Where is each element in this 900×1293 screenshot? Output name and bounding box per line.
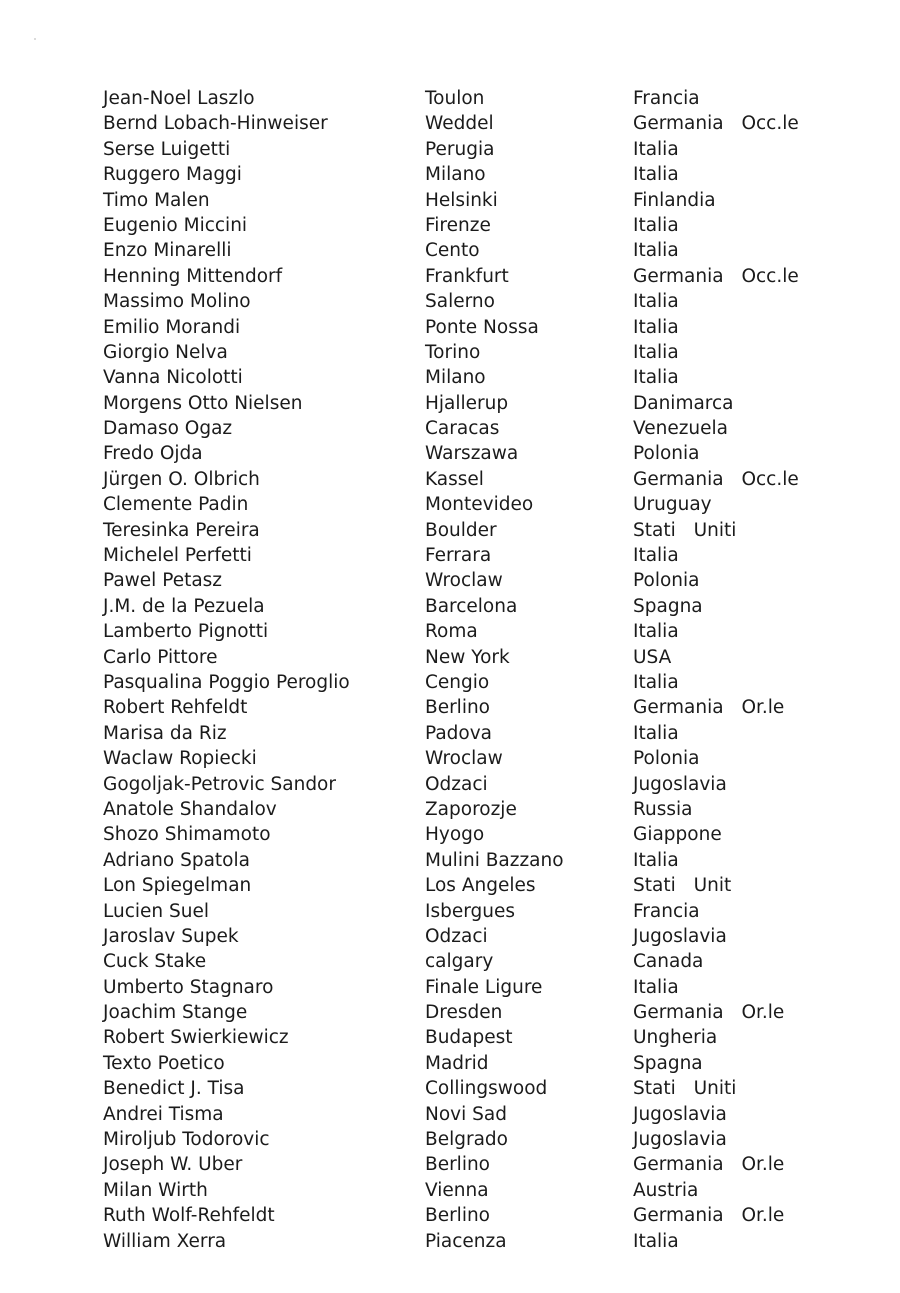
participant-city: Madrid (425, 1052, 489, 1074)
participant-name: Benedict J. Tisa (103, 1078, 245, 1100)
list-item (0, 1102, 900, 1127)
list-item (0, 340, 900, 365)
participant-name: Morgens Otto Nielsen (103, 392, 303, 414)
participant-city: Roma (425, 621, 478, 643)
participant-name: Shozo Shimamoto (103, 824, 271, 846)
participant-city: Hjallerup (425, 392, 509, 414)
list-item (0, 695, 900, 720)
list-item (0, 1025, 900, 1050)
list-item (0, 645, 900, 670)
list-item (0, 1203, 900, 1228)
participant-city: Zaporozje (425, 798, 517, 820)
participant-country: Italia (633, 849, 679, 871)
participant-city: calgary (425, 951, 494, 973)
participant-city: Ponte Nossa (425, 316, 539, 338)
participant-name: Gogoljak-Petrovic Sandor (103, 773, 336, 795)
participant-name: Carlo Pittore (103, 646, 218, 668)
participant-city: Collingswood (425, 1078, 548, 1100)
participant-country: Germania Or.le (633, 1205, 785, 1227)
participant-country: Germania Or.le (633, 1002, 785, 1024)
participant-name: Emilio Morandi (103, 316, 241, 338)
participant-city: Wroclaw (425, 748, 503, 770)
list-item (0, 1127, 900, 1152)
participant-name: Serse Luigetti (103, 138, 231, 160)
participant-country: Austria (633, 1179, 699, 1201)
participant-city: Dresden (425, 1002, 503, 1024)
list-item (0, 1076, 900, 1101)
participant-country: USA (633, 646, 672, 668)
participant-country: Italia (633, 164, 679, 186)
participant-name: Joachim Stange (103, 1002, 248, 1024)
list-item (0, 543, 900, 568)
list-item (0, 949, 900, 974)
participant-city: Barcelona (425, 595, 518, 617)
participant-city: Odzaci (425, 925, 488, 947)
participant-name: Lon Spiegelman (103, 875, 252, 897)
list-item (0, 568, 900, 593)
participant-country: Germania Occ.le (633, 468, 799, 490)
participant-name: Massimo Molino (103, 291, 251, 313)
participant-city: Wroclaw (425, 570, 503, 592)
list-item (0, 188, 900, 213)
participant-name: William Xerra (103, 1230, 227, 1252)
participant-name: Adriano Spatola (103, 849, 250, 871)
participant-name: Enzo Minarelli (103, 240, 232, 262)
participant-country: Italia (633, 671, 679, 693)
participant-country: Ungheria (633, 1027, 718, 1049)
participant-city: Firenze (425, 214, 491, 236)
participant-name: Giorgio Nelva (103, 341, 228, 363)
list-item (0, 594, 900, 619)
list-item (0, 264, 900, 289)
participant-country: Germania Or.le (633, 1154, 785, 1176)
participant-name: Timo Malen (103, 189, 210, 211)
participant-name: Clemente Padin (103, 494, 249, 516)
participant-name: Marisa da Riz (103, 722, 227, 744)
participant-list (0, 86, 900, 1254)
participant-name: Jaroslav Supek (103, 925, 239, 947)
participant-city: Toulon (425, 88, 485, 109)
participant-name: Lucien Suel (103, 900, 209, 922)
participant-name: Michelel Perfetti (103, 545, 252, 567)
participant-name: Henning Mittendorf (103, 265, 283, 287)
participant-city: Milano (425, 164, 486, 186)
participant-name: Fredo Ojda (103, 443, 203, 465)
list-item (0, 238, 900, 263)
participant-city: Piacenza (425, 1230, 507, 1252)
participant-country: Spagna (633, 1052, 703, 1074)
participant-country: Uruguay (633, 494, 712, 516)
list-item (0, 822, 900, 847)
participant-country: Germania Occ.le (633, 265, 799, 287)
participant-city: Weddel (425, 113, 494, 135)
participant-country: Italia (633, 367, 679, 389)
participant-country: Polonia (633, 570, 700, 592)
list-item (0, 441, 900, 466)
participant-country: Francia (633, 900, 700, 922)
participant-name: Bernd Lobach-Hinweiser (103, 113, 328, 135)
participant-country: Giappone (633, 824, 722, 846)
participant-name: Cuck Stake (103, 951, 207, 973)
participant-country: Italia (633, 138, 679, 160)
participant-name: Waclaw Ropiecki (103, 748, 257, 770)
participant-city: Boulder (425, 519, 497, 541)
list-item (0, 899, 900, 924)
participant-country: Italia (633, 621, 679, 643)
participant-city: Novi Sad (425, 1103, 507, 1125)
participant-city: Los Angeles (425, 875, 536, 897)
participant-country: Italia (633, 316, 679, 338)
participant-name: Ruggero Maggi (103, 164, 242, 186)
list-item (0, 137, 900, 162)
participant-name: Pawel Petasz (103, 570, 223, 592)
participant-name: Lamberto Pignotti (103, 621, 269, 643)
participant-name: Joseph W. Uber (103, 1154, 243, 1176)
participant-city: Vienna (425, 1179, 489, 1201)
participant-name: Eugenio Miccini (103, 214, 248, 236)
list-item (0, 1152, 900, 1177)
participant-city: Montevideo (425, 494, 534, 516)
participant-city: Frankfurt (425, 265, 509, 287)
list-item (0, 848, 900, 873)
list-item (0, 1178, 900, 1203)
participant-name: Vanna Nicolotti (103, 367, 243, 389)
list-item (0, 873, 900, 898)
participant-name: Umberto Stagnaro (103, 976, 274, 998)
list-item (0, 721, 900, 746)
participant-country: Italia (633, 1230, 679, 1252)
participant-name: Andrei Tisma (103, 1103, 224, 1125)
participant-city: Salerno (425, 291, 495, 313)
list-item (0, 619, 900, 644)
participant-name: Anatole Shandalov (103, 798, 277, 820)
participant-name: Teresinka Pereira (103, 519, 260, 541)
list-item (0, 162, 900, 187)
participant-country: Jugoslavia (633, 773, 727, 795)
participant-country: Jugoslavia (633, 925, 727, 947)
list-item (0, 492, 900, 517)
participant-country: Francia (633, 88, 700, 109)
participant-city: Milano (425, 367, 486, 389)
list-item (0, 467, 900, 492)
participant-country: Italia (633, 341, 679, 363)
participant-city: Berlino (425, 697, 491, 719)
list-item (0, 315, 900, 340)
participant-name: Jean-Noel Laszlo (103, 88, 255, 109)
list-item (0, 365, 900, 390)
list-item (0, 1229, 900, 1254)
participant-country: Polonia (633, 748, 700, 770)
list-item (0, 518, 900, 543)
participant-country: Italia (633, 976, 679, 998)
participant-city: Perugia (425, 138, 495, 160)
list-item (0, 1000, 900, 1025)
participant-city: Budapest (425, 1027, 513, 1049)
participant-city: Berlino (425, 1154, 491, 1176)
scan-speck (34, 38, 36, 40)
participant-city: Finale Ligure (425, 976, 543, 998)
participant-country: Finlandia (633, 189, 716, 211)
participant-name: Jürgen O. Olbrich (103, 468, 260, 490)
participant-city: Kassel (425, 468, 484, 490)
list-item (0, 924, 900, 949)
list-item (0, 975, 900, 1000)
participant-city: Hyogo (425, 824, 485, 846)
participant-country: Italia (633, 545, 679, 567)
list-item (0, 111, 900, 136)
participant-city: Cento (425, 240, 480, 262)
participant-country: Polonia (633, 443, 700, 465)
participant-country: Stati Unit (633, 875, 732, 897)
list-item (0, 213, 900, 238)
participant-city: Cengio (425, 671, 490, 693)
participant-name: Milan Wirth (103, 1179, 208, 1201)
participant-country: Germania Or.le (633, 697, 785, 719)
participant-country: Italia (633, 214, 679, 236)
list-item (0, 772, 900, 797)
participant-name: Ruth Wolf-Rehfeldt (103, 1205, 275, 1227)
participant-city: Isbergues (425, 900, 515, 922)
participant-country: Spagna (633, 595, 703, 617)
participant-country: Germania Occ.le (633, 113, 799, 135)
participant-name: Robert Swierkiewicz (103, 1027, 289, 1049)
participant-city: New York (425, 646, 510, 668)
list-item (0, 797, 900, 822)
participant-name: J.M. de la Pezuela (103, 595, 265, 617)
participant-city: Ferrara (425, 545, 492, 567)
participant-country: Jugoslavia (633, 1129, 727, 1151)
participant-city: Padova (425, 722, 493, 744)
list-item (0, 391, 900, 416)
participant-country: Danimarca (633, 392, 734, 414)
participant-country: Venezuela (633, 418, 729, 440)
participant-name: Pasqualina Poggio Peroglio (103, 671, 350, 693)
participant-city: Warszawa (425, 443, 519, 465)
participant-country: Stati Uniti (633, 1078, 737, 1100)
participant-country: Russia (633, 798, 693, 820)
participant-country: Italia (633, 722, 679, 744)
list-item (0, 1051, 900, 1076)
participant-name: Damaso Ogaz (103, 418, 233, 440)
participant-name: Robert Rehfeldt (103, 697, 248, 719)
list-item (0, 86, 900, 111)
participant-city: Torino (425, 341, 481, 363)
list-item (0, 416, 900, 441)
participant-country: Canada (633, 951, 704, 973)
participant-city: Berlino (425, 1205, 491, 1227)
participant-city: Odzaci (425, 773, 488, 795)
list-item (0, 746, 900, 771)
list-item (0, 289, 900, 314)
list-item (0, 670, 900, 695)
participant-country: Jugoslavia (633, 1103, 727, 1125)
participant-country: Stati Uniti (633, 519, 737, 541)
participant-name: Miroljub Todorovic (103, 1129, 270, 1151)
participant-city: Belgrado (425, 1129, 508, 1151)
participant-country: Italia (633, 240, 679, 262)
participant-name: Texto Poetico (103, 1052, 225, 1074)
participant-country: Italia (633, 291, 679, 313)
participant-city: Caracas (425, 418, 500, 440)
participant-city: Mulini Bazzano (425, 849, 564, 871)
participant-city: Helsinki (425, 189, 498, 211)
